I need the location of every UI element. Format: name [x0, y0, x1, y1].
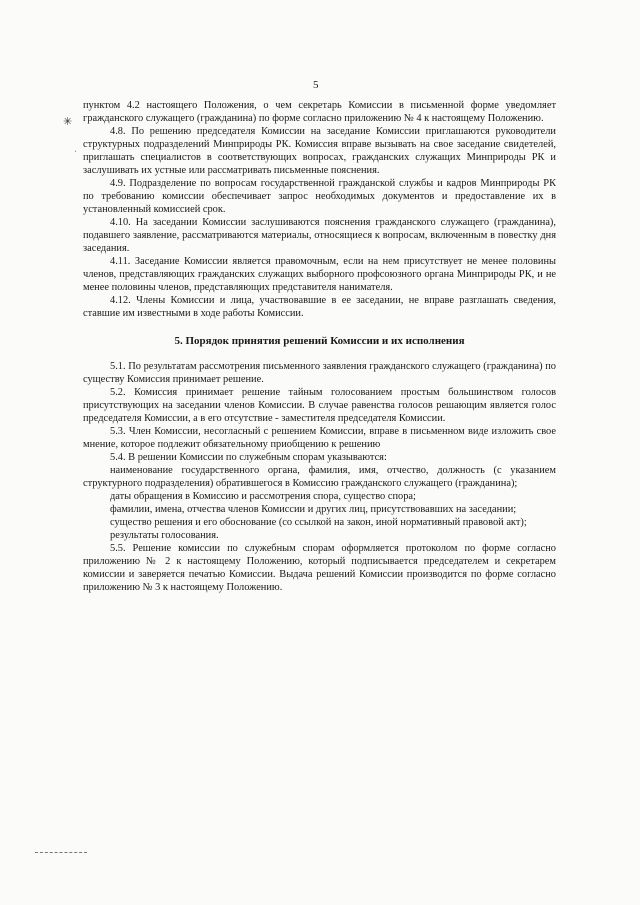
paragraph-5-2: 5.2. Комиссия принимает решение тайным голосованием простым большинством голосов присутствующих на заседании членов Комиссии. В случае равенства голосов решающим является голос председателя Комиссии, а в его отсутствие - заместителя председателя Комиссии.: [83, 387, 556, 424]
paragraph-continuation: пунктом 4.2 настоящего Положения, о чем секретарь Комиссии в письменной форме уведомляет гражданского служащего (гражданина) по форме согласно приложению № 4 к настоящему Положению.: [83, 100, 556, 124]
paragraph-4-8: 4.8. По решению председателя Комиссии на заседание Комиссии приглашаются руководители структурных подразделений Минприроды РК. Комиссия вправе вызывать на свое заседание свидетелей, приглашать специалистов в соответствующих вопросах, гражданских служащих Минприроды РК и заслушивать их устные или рассматривать письменные пояснения.: [83, 126, 556, 176]
list-item-organ: наименование государственного органа, фамилия, имя, отчество, должность (с указанием структурного подразделения) обратившегося в Комиссию гражданского служащего (гражданина);: [83, 465, 556, 489]
paragraph-5-5: 5.5. Решение комиссии по служебным спорам оформляется протоколом по форме согласно приложению № 2 к настоящему Положению, который подписывается председателем и секретарем комиссии и заверяется печатью Комиссии. Выдача решений Комиссии производится по форме согласно приложению № 3 к настоящему Положению.: [83, 543, 556, 593]
list-item-decision: существо решения и его обоснование (со ссылкой на закон, иной нормативный правовой акт);: [110, 517, 527, 528]
scan-artifact-mark: ˈ: [74, 149, 77, 159]
footer-scan-mark: [35, 852, 87, 855]
list-item-members: фамилии, имена, отчества членов Комиссии и других лиц, присутствовавших на заседании;: [110, 504, 517, 515]
list-item-dates: даты обращения в Комиссию и рассмотрения спора, существо спора;: [110, 491, 416, 502]
paragraph-4-9: 4.9. Подразделение по вопросам государственной гражданской службы и кадров Минприроды РК по требованию комиссии обеспечивает запрос необходимых документов и предоставление их в установленный комиссией срок.: [83, 178, 556, 215]
paragraph-5-1: 5.1. По результатам рассмотрения письменного заявления гражданского служащего (гражданина) по существу Комиссия принимает решение.: [83, 361, 556, 385]
document-body: [83, 99, 556, 594]
paragraph-5-3: 5.3. Член Комиссии, несогласный с решением Комиссии, вправе в письменном виде изложить свое мнение, которое подлежит обязательному приобщению к решению: [83, 426, 556, 450]
paragraph-5-4: 5.4. В решении Комиссии по служебным спорам указываются:: [110, 452, 387, 463]
page-number: 5: [313, 79, 319, 91]
section-heading: 5. Порядок принятия решений Комиссии и их исполнения: [174, 335, 465, 347]
list-item-voting: результаты голосования.: [110, 530, 219, 541]
paragraph-4-12: 4.12. Члены Комиссии и лица, участвовавшие в ее заседании, не вправе разглашать сведения, ставшие им известными в ходе работы Комиссии.: [83, 295, 556, 319]
scan-artifact-mark: ✳: [63, 116, 73, 128]
paragraph-4-10: 4.10. На заседании Комиссии заслушиваются пояснения гражданского служащего (гражданина), подавшего заявление, рассматриваются материалы, относящиеся к вопросам, включенным в повестку дня заседания.: [83, 217, 556, 254]
paragraph-4-11: 4.11. Заседание Комиссии является правомочным, если на нем присутствует не менее половины членов, представляющих гражданских служащих выборного профсоюзного органа Минприроды РК, и не менее половины членов, представляющих представителя нанимателя.: [83, 256, 556, 293]
